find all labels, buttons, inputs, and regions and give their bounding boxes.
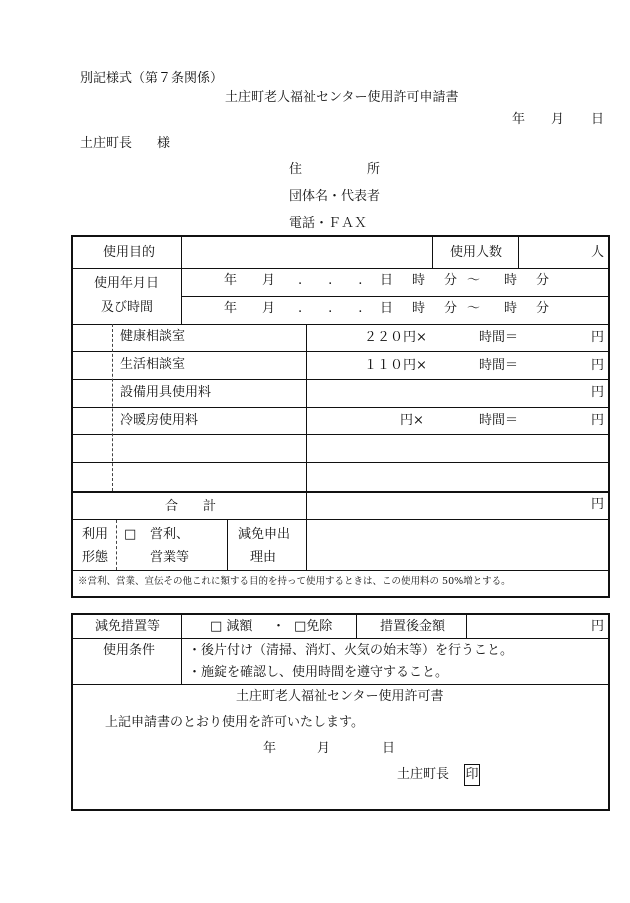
purpose-label: 使用目的 xyxy=(103,245,156,260)
dt1-min: 分 xyxy=(444,273,458,288)
datetime-label-2: 及び時間 xyxy=(101,300,154,315)
datetime-label-1: 使用年月日 xyxy=(94,276,160,291)
form-reference: 別記様式（第７条関係） xyxy=(80,71,224,86)
date-month-label: 月 xyxy=(551,112,565,127)
usage-type-label-1: 利用 xyxy=(82,527,109,542)
phone-fax-label: 電話・ＦＡＸ xyxy=(289,216,368,231)
dt2-day: 日 xyxy=(380,301,394,316)
after-amount-label: 措置後金額 xyxy=(380,619,446,634)
dt1-hour: 時 xyxy=(412,273,426,288)
permit-text: 上記申請書のとおり使用を許可いたします。 xyxy=(105,715,364,730)
honorific: 様 xyxy=(157,136,171,151)
profit-label-1: 営利、 xyxy=(150,527,190,542)
fee-rate-life: １１０円× xyxy=(364,358,427,373)
surcharge-note: ※営利、営業、宣伝その他これに類する目的を持って使用するときは、この使用料の 50%増とする。 xyxy=(78,576,511,587)
permit-day: 日 xyxy=(382,741,396,756)
fee-label-life: 生活相談室 xyxy=(120,357,186,372)
dt2-hour: 時 xyxy=(412,301,426,316)
permit-month: 月 xyxy=(317,741,331,756)
conditions-label: 使用条件 xyxy=(103,643,156,658)
org-representative-label: 団体名・代表者 xyxy=(289,189,381,204)
reduce-option[interactable]: □ 減額 xyxy=(210,619,253,634)
fee-hours-life: 時間＝ xyxy=(479,358,519,373)
dt2-month: 月 xyxy=(262,301,276,316)
total-label-1: 合 xyxy=(165,499,179,514)
usage-type-label-2: 形態 xyxy=(82,550,109,565)
fee-hours-health: 時間＝ xyxy=(479,330,519,345)
headcount-unit: 人 xyxy=(591,245,605,260)
fee-label-aircon: 冷暖房使用料 xyxy=(120,413,199,428)
dt1-year: 年 xyxy=(224,273,238,288)
seal-box: 印 xyxy=(464,764,480,786)
address-label-2: 所 xyxy=(367,162,381,177)
headcount-label: 使用人数 xyxy=(450,245,503,260)
condition-lock: ・施錠を確認し、使用時間を遵守すること。 xyxy=(188,665,449,680)
addressee: 土庄町長 xyxy=(80,136,133,151)
fee-label-equipment: 設備用具使用料 xyxy=(120,385,212,400)
condition-cleanup: ・後片付け（清掃、消灯、火気の始末等）を行うこと。 xyxy=(188,643,514,658)
exemption-label-2: 理由 xyxy=(250,550,277,565)
fee-rate-aircon: 円× xyxy=(400,413,424,428)
option-separator: ・ xyxy=(272,619,286,634)
permit-title: 土庄町老人福祉センター使用許可書 xyxy=(236,689,444,704)
dt1-min-end: 分 xyxy=(536,273,550,288)
dt2-min-end: 分 xyxy=(536,301,550,316)
form-title: 土庄町老人福祉センター使用許可申請書 xyxy=(225,90,459,105)
dt1-hour-end: 時 xyxy=(504,273,518,288)
fee-unit-aircon: 円 xyxy=(591,413,605,428)
exempt-option[interactable]: □免除 xyxy=(294,619,333,634)
total-unit: 円 xyxy=(591,497,605,512)
dt2-year: 年 xyxy=(224,301,238,316)
dt2-tilde: ～ xyxy=(467,301,481,316)
address-label-1: 住 xyxy=(289,162,303,177)
signer-label: 土庄町長 xyxy=(397,767,450,782)
profit-label-2: 営業等 xyxy=(150,550,190,565)
dt2-hour-end: 時 xyxy=(504,301,518,316)
fee-unit-life: 円 xyxy=(591,358,605,373)
fee-unit-equipment: 円 xyxy=(591,385,605,400)
date-day-label: 日 xyxy=(591,112,605,127)
dt2-dots: . . . xyxy=(298,301,363,316)
total-label-2: 計 xyxy=(203,499,217,514)
dt1-month: 月 xyxy=(262,273,276,288)
after-amount-unit: 円 xyxy=(591,619,605,634)
dt1-tilde: ～ xyxy=(467,273,481,288)
dt1-dots: . . . xyxy=(298,273,363,288)
dt1-day: 日 xyxy=(380,273,394,288)
fee-rate-health: ２２０円× xyxy=(364,330,427,345)
measure-label: 減免措置等 xyxy=(95,619,161,634)
permit-year: 年 xyxy=(263,741,277,756)
fee-label-health: 健康相談室 xyxy=(120,329,186,344)
fee-hours-aircon: 時間＝ xyxy=(479,413,519,428)
dt2-min: 分 xyxy=(444,301,458,316)
exemption-label-1: 減免申出 xyxy=(238,527,291,542)
date-year-label: 年 xyxy=(512,112,526,127)
profit-checkbox[interactable]: □ xyxy=(124,527,137,542)
fee-unit-health: 円 xyxy=(591,330,605,345)
